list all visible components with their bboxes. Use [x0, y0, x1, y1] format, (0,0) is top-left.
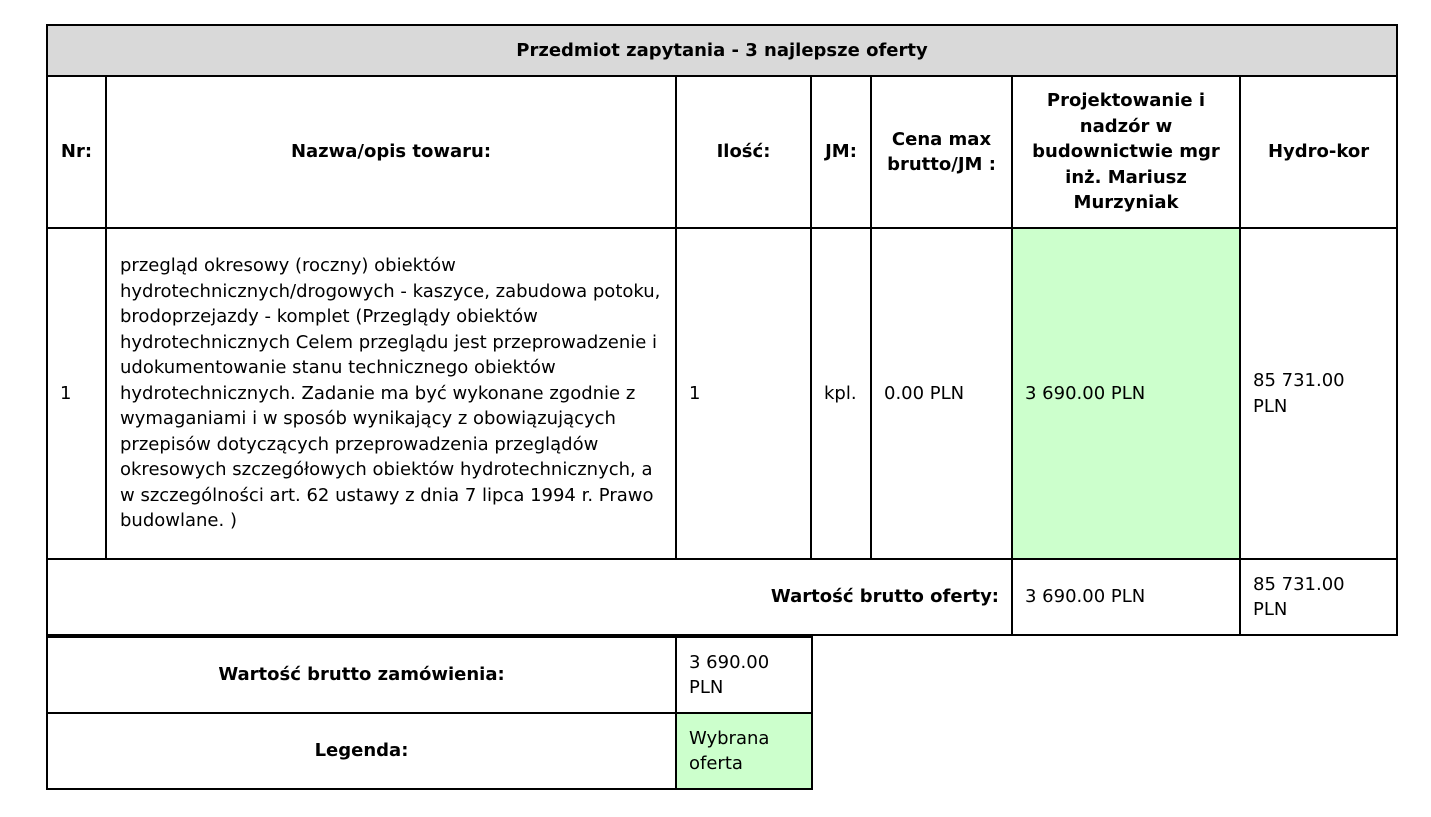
item-offer-2-price: 85 731.00 PLN — [1240, 228, 1397, 559]
header-offer-2: Hydro-kor — [1240, 76, 1397, 228]
item-nr: 1 — [47, 228, 106, 559]
header-offer-1: Projektowanie i nadzór w budownictwie mgr inż. Mariusz Murzyniak — [1012, 76, 1240, 228]
totals-row — [47, 559, 1397, 635]
item-offer-1-price: 3 690.00 PLN — [1012, 228, 1240, 559]
header-qty: Ilość: — [676, 76, 811, 228]
header-max-price: Cena max brutto/JM : — [871, 76, 1012, 228]
legend-label: Legenda: — [47, 713, 676, 789]
header-unit: JM: — [811, 76, 871, 228]
summary-table — [46, 636, 813, 790]
title-row — [47, 25, 1397, 76]
item-max-price: 0.00 PLN — [871, 228, 1012, 559]
table-title: Przedmiot zapytania - 3 najlepsze oferty — [47, 25, 1397, 76]
legend-selected-offer: Wybrana oferta — [676, 713, 812, 789]
header-name: Nazwa/opis towaru: — [106, 76, 676, 228]
item-qty: 1 — [676, 228, 811, 559]
totals-offer-2: 85 731.00 PLN — [1240, 559, 1397, 635]
totals-offer-1: 3 690.00 PLN — [1012, 559, 1240, 635]
order-value-label: Wartość brutto zamówienia: — [47, 637, 676, 713]
totals-label: Wartość brutto oferty: — [47, 559, 1012, 635]
item-unit: kpl. — [811, 228, 871, 559]
header-nr: Nr: — [47, 76, 106, 228]
order-value-row — [47, 637, 812, 713]
item-description: przegląd okresowy (roczny) obiektów hydrotechnicznych/drogowych - kaszyce, zabudowa potoku, brodoprzejazdy - komplet (Przeglądy obiektów hydrotechnicznych Celem przeglądu jest przeprowadzenie i udokumentowanie stanu technicznego obiektów hydrotechnicznych. Zadanie ma być wykonane zgodnie z wymaganiami i w sposób wynikający z obowiązujących przepisów dotyczących przeprowadzenia przeglądów okresowych szczegółowych obiektów hydrotechnicznych, a w szczególności art. 62 ustawy z dnia 7 lipca 1994 r. Prawo budowlane. ) — [106, 228, 676, 559]
legend-row — [47, 713, 812, 789]
offers-table — [46, 24, 1398, 636]
order-value: 3 690.00 PLN — [676, 637, 812, 713]
header-row — [47, 76, 1397, 228]
table-row — [47, 228, 1397, 559]
